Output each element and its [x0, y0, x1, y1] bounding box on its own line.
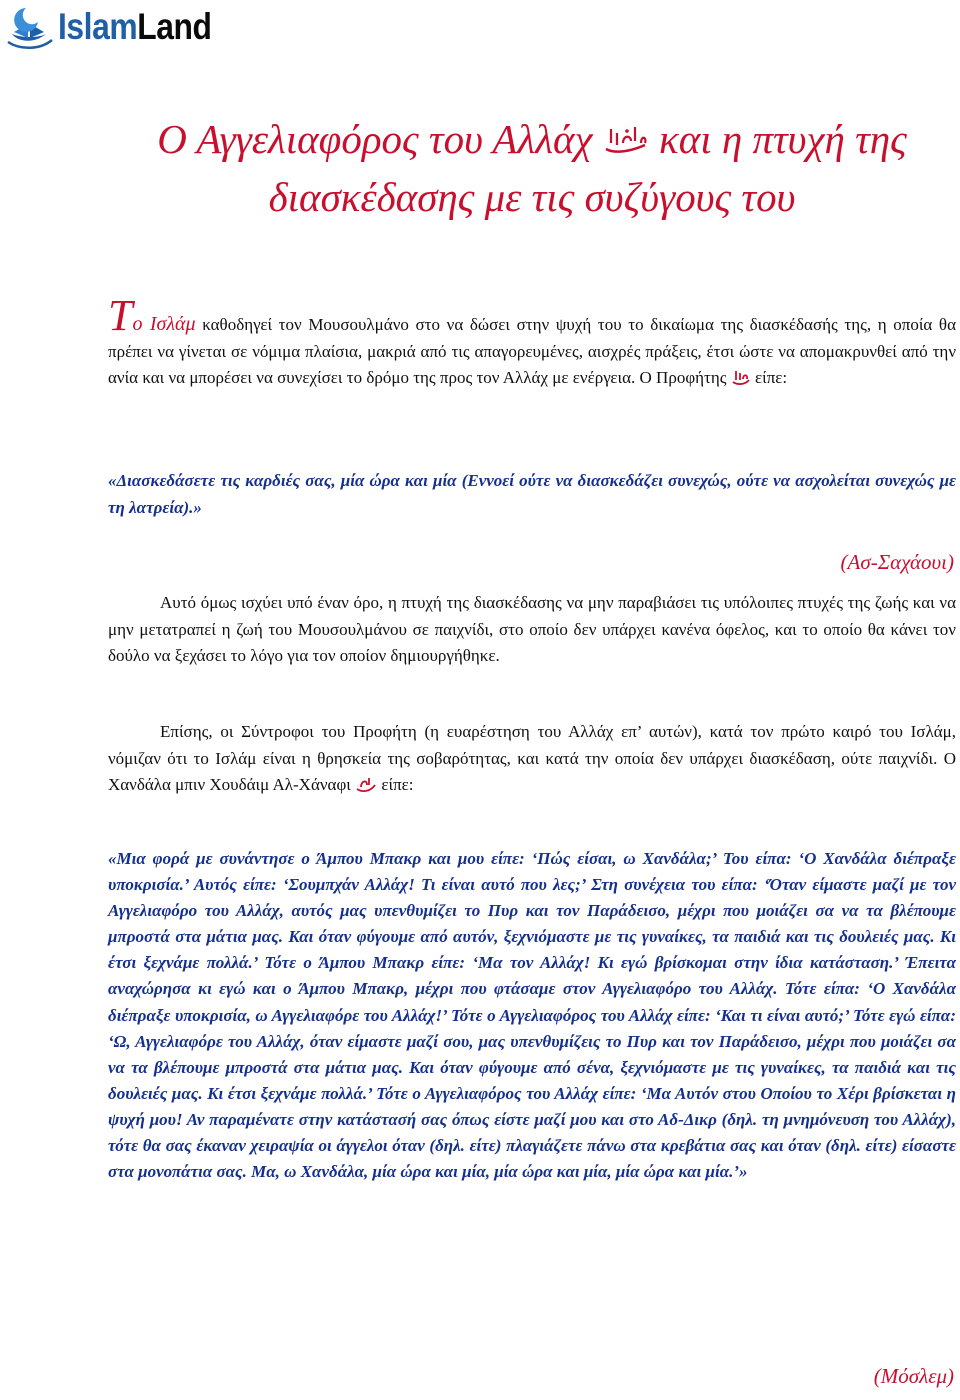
hadith-source-2: (Μόσλεμ)	[873, 1364, 954, 1388]
saw-calligraphy-icon	[731, 368, 751, 386]
intro-tail: είπε:	[750, 368, 788, 387]
hadith-quote-1: «Διασκεδάσετε τις καρδιές σας, μία ώρα και μία (Εννοεί ούτε να διασκεδάζει συνεχώς, ούτε να ασχολείται συνεχώς με τη λατρεία).»	[108, 471, 956, 517]
para3-tail: είπε:	[377, 775, 414, 794]
logo-islam: Islam	[58, 6, 138, 47]
body-paragraph-3	[108, 719, 956, 799]
page-title	[108, 110, 956, 226]
crescent-book-icon	[4, 4, 56, 50]
title-line1: Ο Αγγελιαφόρος του Αλλάχ	[157, 116, 593, 162]
title-line2: και η πτυχή της διασκέδασης με τις συζύγους του	[268, 116, 907, 220]
hadith-source-1: (Ασ-Σαχάουι)	[840, 550, 954, 574]
pbuh-calligraphy-icon	[603, 123, 649, 157]
intro-lead: ο Ισλάμ	[132, 313, 196, 335]
hadith-quote-2: «Μια φορά με συνάντησε ο Άμπου Μπακρ και μου είπε: ‘Πώς είσαι, ω Χανδάλα;’ Του είπα: ‘Ο Χανδάλα διέπραξε υποκρισία.’ Αυτός είπε: ‘Σουμπχάν Αλλάχ! Τι είναι αυτό που λες;’ Στη συνέχεια του είπα: ‘Όταν είμαστε μαζί με τον Αγγελιαφόρο του Αλλάχ, αυτός μας υπενθυμίζει το Πυρ και τον Παράδεισο, μέχρι που μοιάζει σα να τα βλέπουμε μπροστά στα μάτια μας. Και όταν φύγουμε από αυτόν, ξεχνιόμαστε με τις γυναίκες, τα παιδιά και τις δουλειές μας. Κι έτσι ξεχνάμε πολλά.’ Τότε ο Άμπου Μπακρ είπε: ‘Μα τον Αλλάχ! Κι εγώ βρίσκομαι στην ίδια κατάσταση.’ Έπειτα αναχώρησα κι εγώ και ο Άμπου Μπακρ, μέχρι που φτάσαμε στον Αγγελιαφόρο του Αλλάχ. Τότε είπα: ‘Ο Χανδάλα διέπραξε υποκρισία, ω Αγγελιαφόρε του Αλλάχ!’ Τότε ο Αγγελιαφόρος του Αλλάχ είπε: ‘Και τι είναι αυτό;’ Τότε εγώ είπα: ‘Ω, Αγγελιαφόρε του Αλλάχ, όταν είμαστε μαζί σου, μας υπενθυμίζεις το Πυρ και τον Παράδεισο, μέχρι που μοιάζει σα να τα βλέπουμε μπροστά στα μάτια μας. Και όταν φύγουμε από σένα, ξεχνιόμαστε με τις γυναίκες, τα παιδιά και τις δουλειές μας. Κι έτσι ξεχνάμε πολλά.’ Τότε ο Αγγελιαφόρος του Αλλάχ είπε: ‘Μα Αυτόν στου Οποίου το Χέρι βρίσκεται η ψυχή μου! Αν παραμένατε στην κατάστασή σας όπως είστε μαζί μου και στο Αδ-Δικρ (δηλ. τη μνημόνευση του Αλλάχ), τότε θα σας έκαναν χειραψία οι άγγελοι όταν (δηλ. είτε) πλαγιάζετε πάνω στα κρεβάτια σας και όταν (δηλ. είτε) είσαστε στα μονοπάτια σας. Μα, ω Χανδάλα, μία ώρα και μία, μία ώρα και μία, μία ώρα και μία.’»	[108, 849, 956, 1182]
ra-calligraphy-icon	[355, 775, 377, 793]
para3-text: Επίσης, οι Σύντροφοι του Προφήτη (η ευαρέστηση του Αλλάχ επ’ αυτών), κατά τον πρώτο καιρό του Ισλάμ, νόμιζαν ότι το Ισλάμ είναι η θρησκεία της σοβαρότητας, και κατά την οποία δεν υπάρχει διασκέδαση, ούτε παιχνίδι. Ο Χανδάλα μπιν Χουδάιμ Αλ-Χάναφι	[108, 722, 956, 794]
intro-paragraph	[108, 291, 956, 392]
dropcap: Τ	[108, 291, 133, 340]
intro-text: καθοδηγεί τον Μουσουλμάνο στο να δώσει στην ψυχή του το δικαίωμα της διασκέδασής της, η οποία θα πρέπει να γίνεται σε νόμιμα πλαίσια, μακριά από τις απαγορευμένες, αισχρές πράξεις, έτσι ώστε να απομακρυνθεί από την ανία και να μπορέσει να συνεχίσει το δρόμο της προς τον Αλλάχ με ενέργεια. Ο Προφήτης	[108, 315, 956, 387]
islamland-logo[interactable]	[4, 2, 237, 52]
logo-land: Land	[137, 6, 212, 47]
body-paragraph-2: Αυτό όμως ισχύει υπό έναν όρο, η πτυχή της διασκέδασης να μην παραβιάσει τις υπόλοιπες πτυχές της ζωής και να μην μετατραπεί η ζωή του Μουσουλμάνου σε παιχνίδι, στο οποίο δεν υπάρχει κανένα όφελος, και το οποίο θα κάνει τον δούλο να ξεχάσει το λόγο για τον οποίον δημιουργήθηκε.	[108, 593, 956, 665]
logo-text	[58, 6, 212, 48]
